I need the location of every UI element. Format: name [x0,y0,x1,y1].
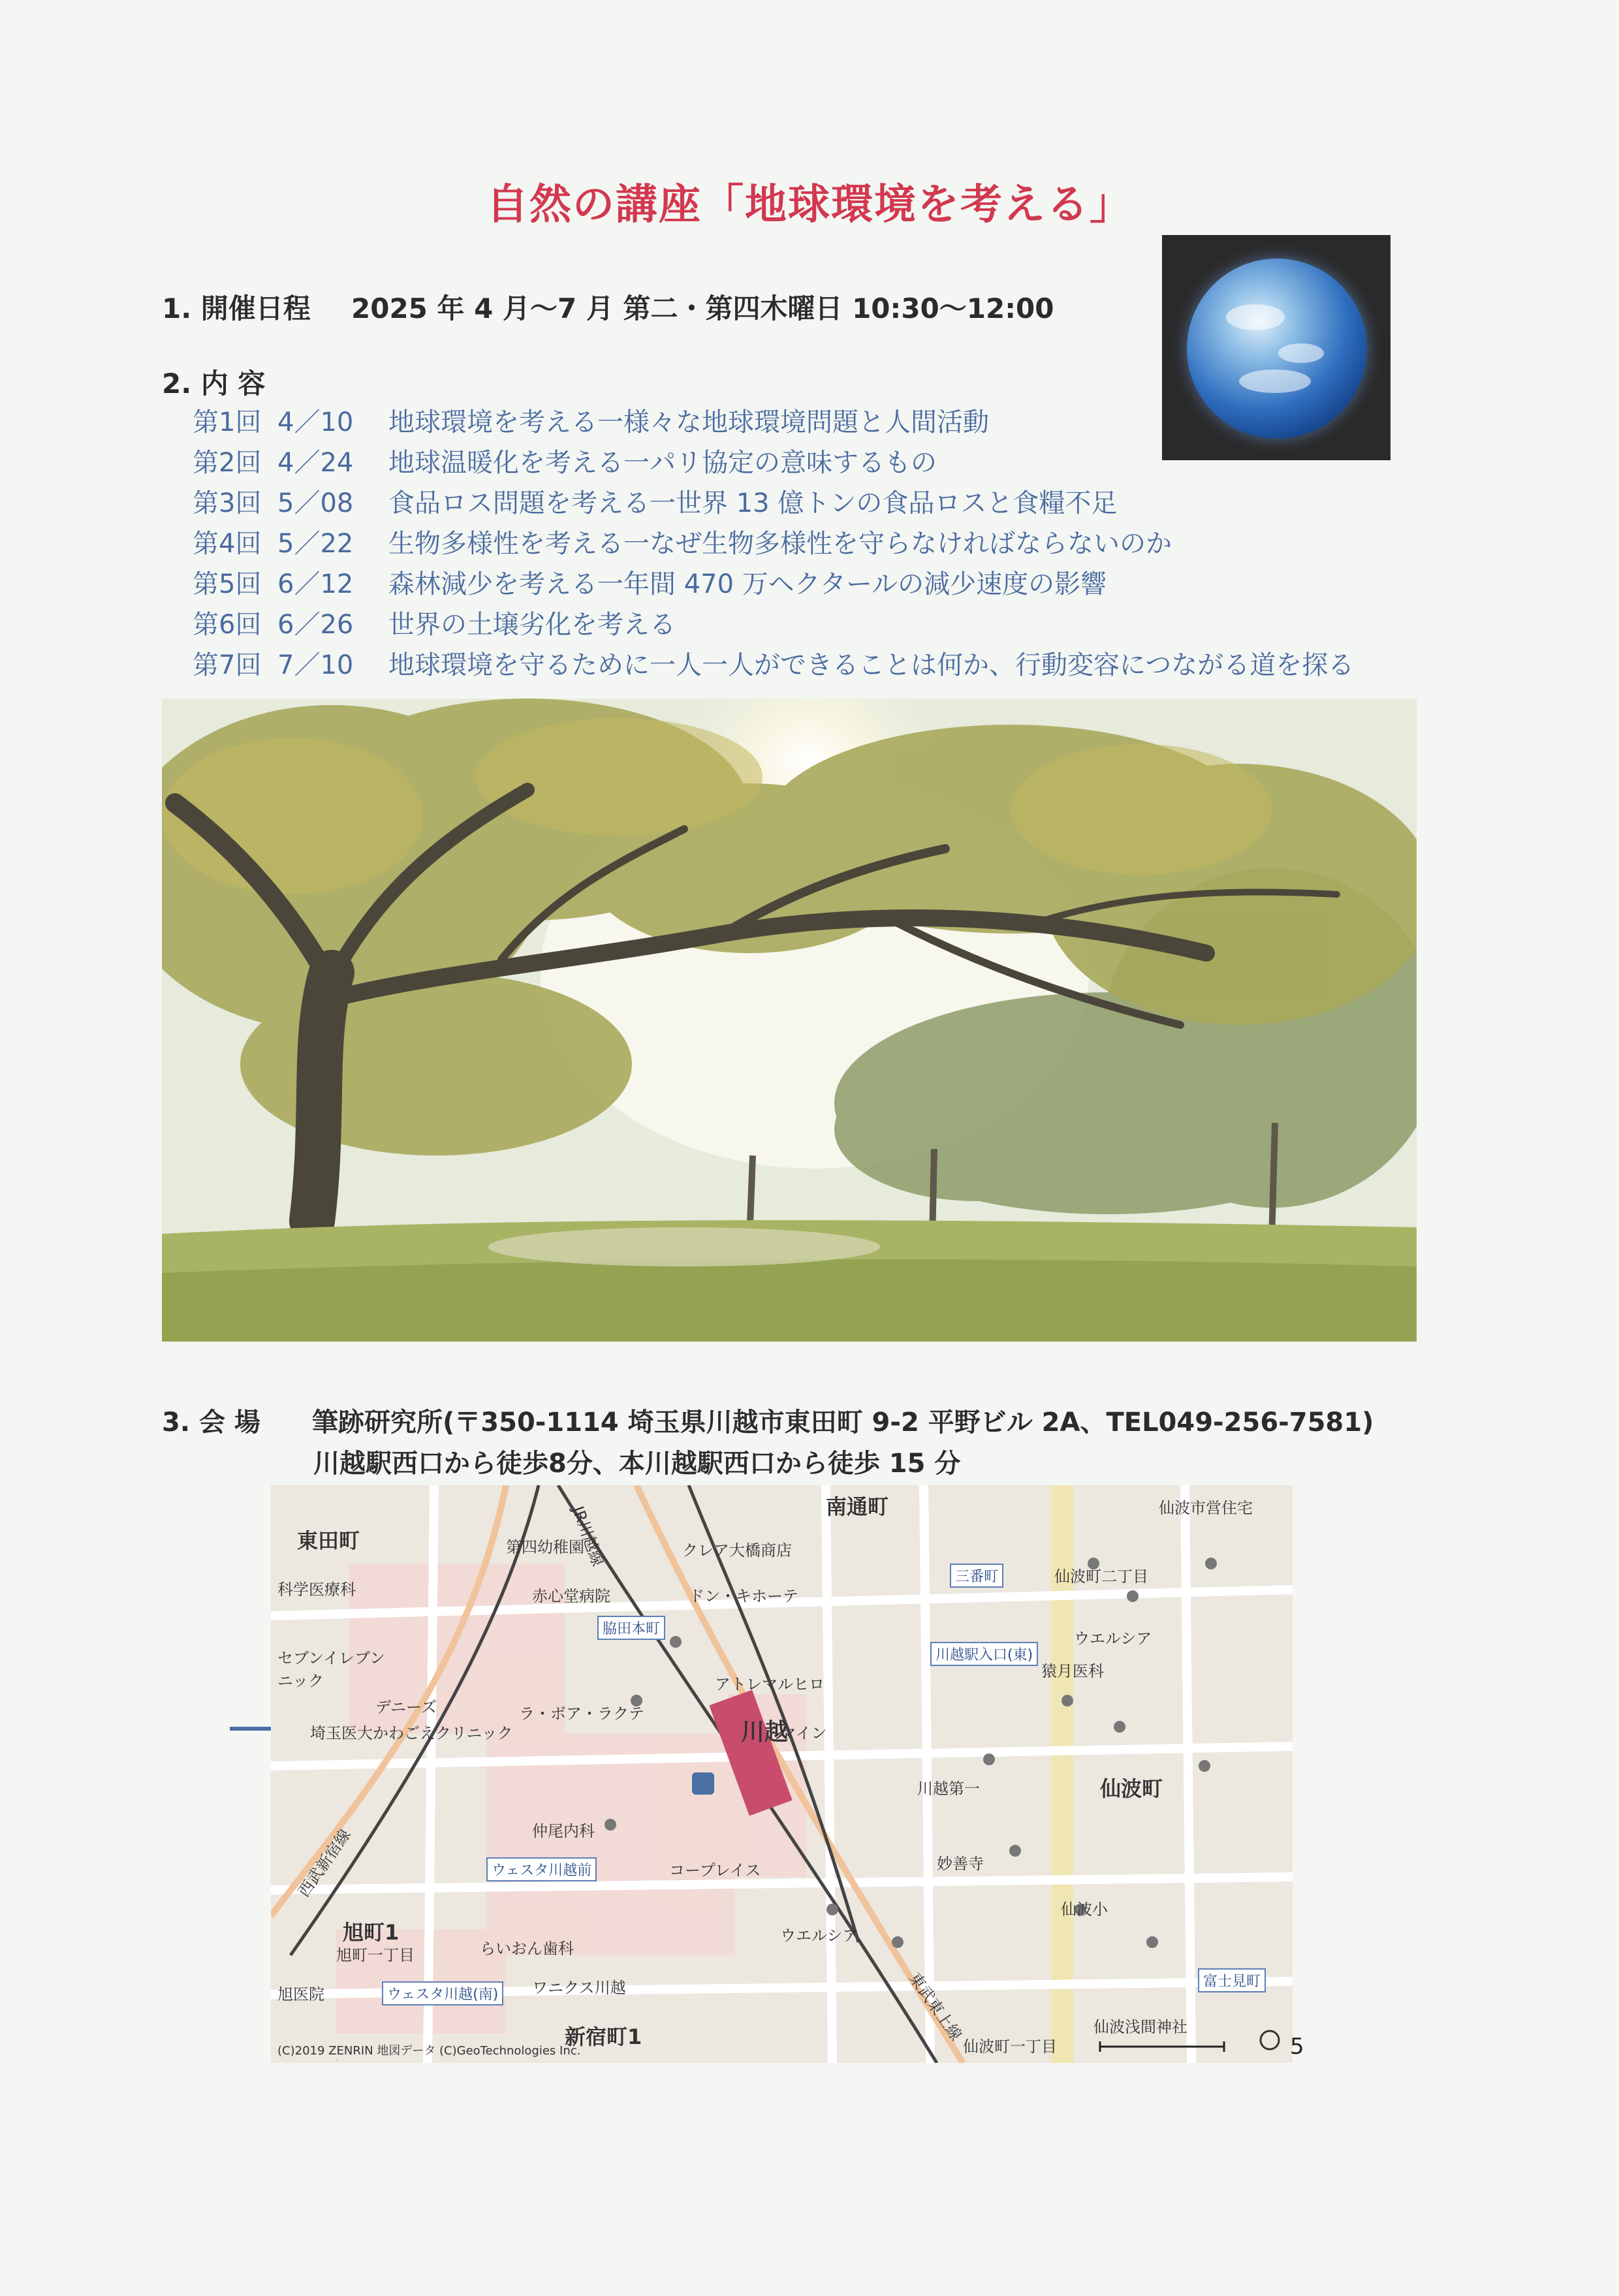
venue-address: 筆跡研究所(〒350-1114 埼玉県川越市東田町 9-2 平野ビル 2A、TEL049-256-7581) [312,1407,1374,1438]
map-label: 旭町一丁目 [336,1946,415,1964]
map-label: 第四幼稚園 [506,1538,584,1556]
map-label: 仙波町一丁目 [963,2037,1057,2056]
rail-line-label: JR川越線 [569,1503,608,1569]
list-item: 第2回 4／24 地球温暖化を考える一パリ協定の意味するもの [193,448,937,478]
schedule-line [162,287,1054,326]
map-label: ウエルシア [1074,1629,1152,1648]
map-label: 仲尾内科 [532,1822,595,1840]
page-title: 自然の講座「地球環境を考える」 [486,181,1133,229]
map-label: アトレマルヒロ [715,1675,825,1693]
bus-stop-label: ウェスタ川越(南) [382,1981,503,2005]
bus-stop-label: 脇田本町 [597,1616,665,1640]
map-label: 旭医院 [277,1985,324,2004]
map-label: 猿月医科 [1041,1662,1104,1680]
list-item: 第1回 4／10 地球環境を考える一様々な地球環境問題と人間活動 [193,407,989,437]
list-item: 第3回 5／08 食品ロス問題を考える一世界 13 億トンの食品ロスと食糧不足 [193,488,1118,518]
map-label: クレア大橋商店 [682,1541,792,1560]
map-label: 科学医療科 [277,1580,356,1599]
page-number: 5 [1290,2034,1304,2060]
bus-stop-label: 富士見町 [1198,1968,1266,1992]
content-label: 2. 内 容 [162,368,266,400]
map-label: らいおん歯科 [480,1940,574,1958]
map-area-label: 旭町1 [343,1920,400,1945]
bus-stop-label: 三番町 [950,1564,1003,1588]
tree-illustration [162,699,1417,1342]
map-label: 川越第一 [917,1780,980,1798]
map-label: ウエルシア [780,1926,858,1945]
map-label: 妙善寺 [937,1855,984,1873]
forest-photo [162,699,1417,1342]
map-label: ワニクス川越 [532,1979,626,1997]
list-item: 第6回 6／26 世界の土壌劣化を考える [193,610,676,640]
map-area-label: 新宿町1 [565,2024,642,2049]
map-label: マイン [780,1724,827,1742]
map-label: セブンイレブン [277,1649,385,1667]
list-item: 第4回 5／22 生物多様性を考える一なぜ生物多様性を守らなければならないのか [193,529,1172,559]
station-label: 川越 [741,1719,789,1746]
venue-line [162,1402,1374,1439]
rail-line-label: 西武新宿線 [294,1825,354,1901]
list-item: 第5回 6／12 森林減少を考える一年間 470 万ヘクタールの減少速度の影響 [193,569,1107,599]
access-info: 川越駅西口から徒歩8分、本川越駅西口から徒歩 15 分 [313,1449,961,1479]
map-area-label: 仙波町 [1100,1776,1163,1801]
map-label: 仙波浅間神社 [1093,2018,1187,2036]
map-label: 赤心堂病院 [532,1587,610,1605]
schedule-label: 1. 開催日程 [162,292,311,324]
rail-line-label: 東武東上線 [905,1969,966,2045]
schedule-value: 2025 年 4 月～7 月 第二・第四木曜日 10:30～12:00 [351,292,1054,324]
venue-marker-label: 埼玉医大かわごえクリニック [310,1724,513,1742]
map-area-label: 東田町 [297,1528,360,1553]
access-map [271,1485,1293,2063]
map-label: 仙波小 [1061,1900,1108,1919]
map-label: ドン・キホーテ [689,1587,798,1605]
map-copyright: (C)2019 ZENRIN 地図データ (C)GeoTechnologies Inc. [277,2044,581,2058]
map-label: ニック [277,1672,324,1690]
map-label: コープレイス [669,1861,761,1879]
map-label: 仙波町二丁目 [1054,1567,1148,1586]
bus-stop-label: ウェスタ川越前 [486,1857,597,1881]
map-label: 仙波市営住宅 [1159,1499,1253,1517]
venue-label: 3. 会 場 [162,1407,260,1438]
map-label: デニーズ [375,1698,437,1716]
map-label: ラ・ボア・ラクテ [519,1705,644,1723]
lecture-list [193,401,1354,685]
bus-stop-label: 川越駅入口(東) [930,1642,1038,1666]
list-item: 第7回 7／10 地球環境を守るために一人一人ができることは何か、行動変容につながる道を探る [193,650,1355,680]
map-area-label: 南通町 [826,1494,889,1519]
